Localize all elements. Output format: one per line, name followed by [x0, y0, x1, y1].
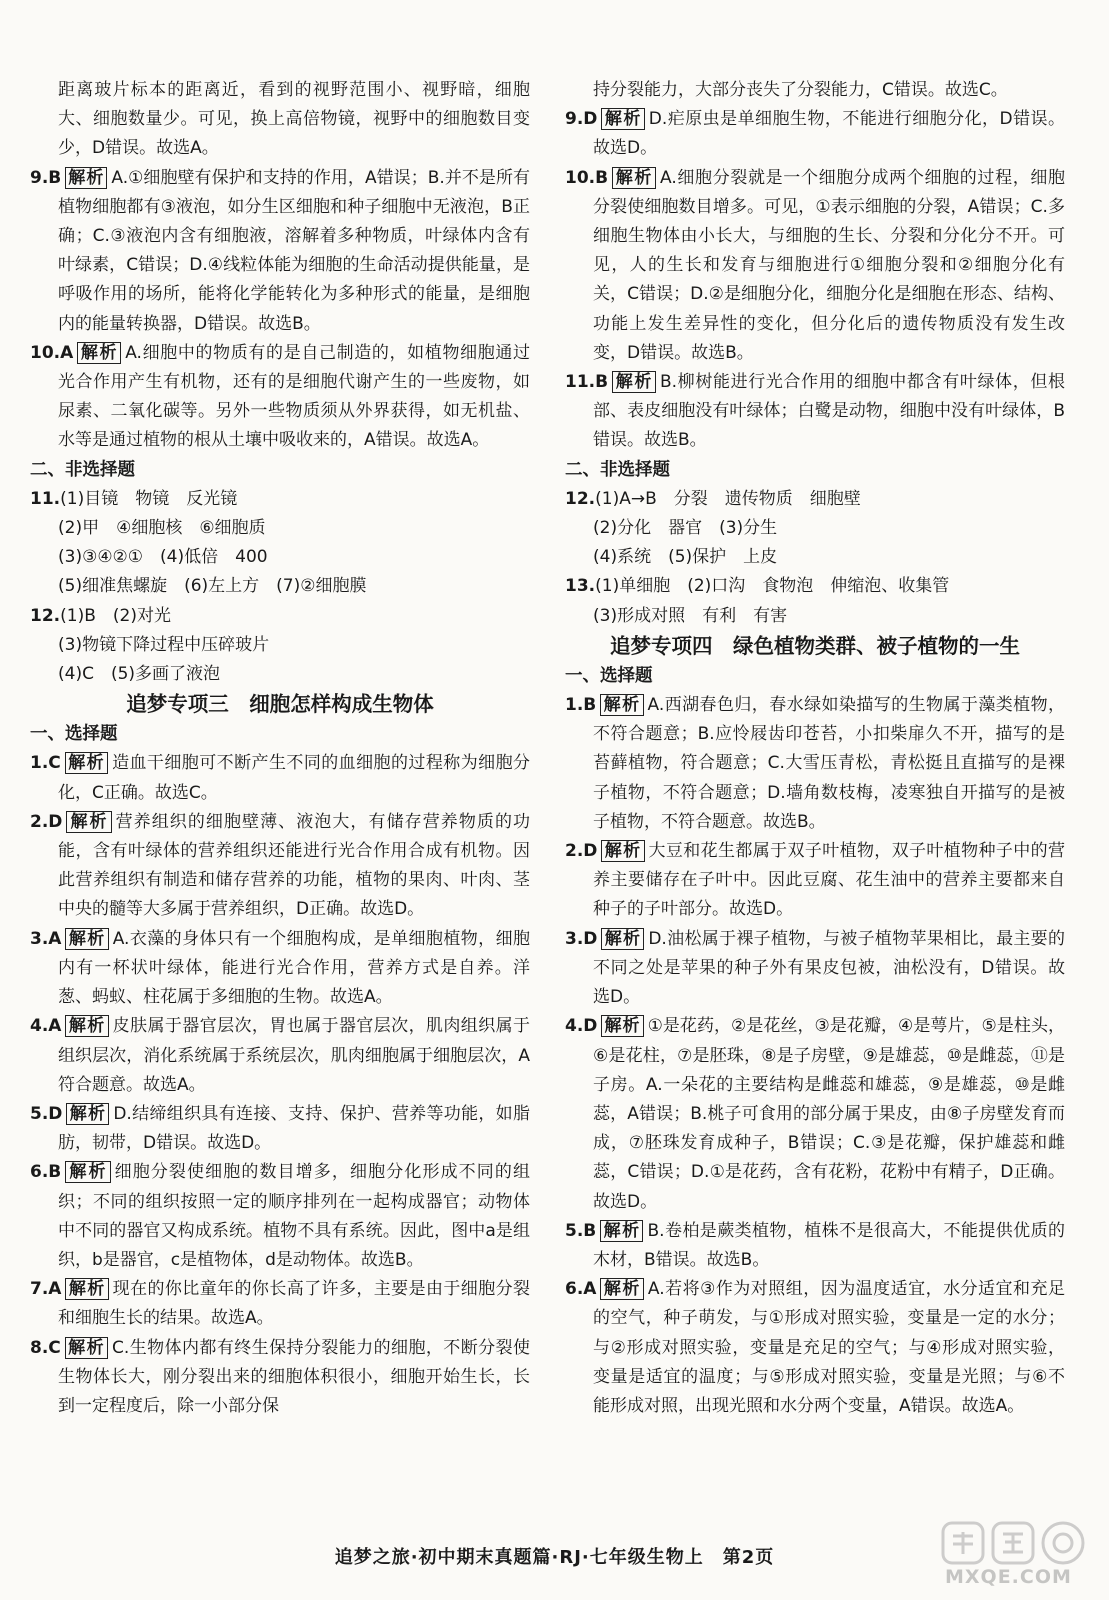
- fill-answer-text: (2)分化 器官 (3)分生: [593, 518, 778, 539]
- fill-answer-line: [30, 631, 530, 660]
- left-fill-list: [30, 485, 530, 689]
- answer-text: D.疟原虫是单细胞生物，不能进行细胞分化，D错误。故选D。: [593, 109, 1065, 159]
- answer-number: 3.D: [565, 928, 598, 949]
- fill-answer-line: [30, 514, 530, 543]
- right-answer-list-2: [565, 691, 1065, 1421]
- watermark-url: MXQE.COM: [945, 1566, 1072, 1588]
- analysis-tag: 解析: [612, 371, 656, 393]
- fill-answer-line: [30, 485, 530, 514]
- analysis-tag: 解析: [600, 1278, 643, 1300]
- answer-item: [565, 837, 1065, 925]
- analysis-tag: 解析: [66, 811, 111, 833]
- answer-number: 11.: [30, 488, 61, 509]
- answer-text: 皮肤属于器官层次，胃也属于器官层次，肌肉组织属于组织层次，消化系统属于系统层次，肌肉细胞属于细胞层次，A符合题意。故选A。: [58, 1016, 531, 1095]
- answer-text: 营养组织的细胞壁薄、液泡大，有储存营养物质的功能，含有叶绿体的营养组织还能进行光合作用合成有机物。因此营养组织有制造和储存营养的功能，植物的果肉、叶肉、茎中央的髓等大多属于营养组织，D正确。故选D。: [58, 811, 531, 920]
- fill-answer-text: (3)物镜下降过程中压碎玻片: [58, 634, 270, 655]
- answer-item: [565, 164, 1065, 368]
- analysis-tag: 解析: [601, 840, 644, 862]
- section-heading-three: 追梦专项三 细胞怎样构成生物体: [126, 692, 434, 717]
- answer-number: 9.D: [565, 109, 598, 130]
- fill-answer-text: (1)单细胞 (2)口沟 食物泡 伸缩泡、收集管: [595, 576, 950, 597]
- answer-item: [30, 1012, 530, 1100]
- left-answer-list-2: [30, 749, 530, 1421]
- answer-number: 4.A: [30, 1016, 62, 1037]
- right-answer-list-1: [565, 105, 1065, 455]
- section-heading-four: 追梦专项四 绿色植物类群、被子植物的一生: [610, 633, 1020, 658]
- fill-answer-line: [30, 602, 530, 631]
- analysis-tag: 解析: [601, 1015, 643, 1037]
- answer-number: 5.B: [565, 1220, 597, 1241]
- answer-item: [565, 105, 1065, 163]
- answer-text: C.生物体内都有终生保持分裂能力的细胞，不断分裂使生物体长大，刚分裂出来的细胞体积很小，细胞开始生长，长到一定程度后，除一小部分保: [58, 1337, 530, 1416]
- answer-item: [30, 339, 530, 456]
- answer-text: A.细胞中的物质有的是自己制造的，如植物细胞通过光合作用产生有机物，还有的是细胞代谢产生的一些废物，如尿素、二氧化碳等。另外一些物质须从外界获得，如无机盐、水等是通过植物的根从土壤中吸收来的，A错误。故选A。: [58, 342, 531, 451]
- analysis-tag: 解析: [65, 1337, 108, 1359]
- answer-item: [565, 1275, 1065, 1421]
- answer-text: A.衣藻的身体只有一个细胞构成，是单细胞植物，细胞内有一杯状叶绿体，能进行光合作用，营养方式是自养。洋葱、蚂蚁、柱花属于多细胞的生物。故选A。: [58, 928, 531, 1008]
- answer-text: 细胞分裂使细胞的数目增多，细胞分化形成不同的组织；不同的组织按照一定的顺序排列在一起构成器官；动物体中不同的器官又构成系统。植物不具有系统。因此，图中a是组织，b是器官，c是植物体，d是动物体。故选B。: [58, 1162, 531, 1270]
- watermark-logo-icon: [941, 1520, 1091, 1566]
- answer-number: 13.: [565, 576, 596, 597]
- analysis-tag: 解析: [600, 1220, 643, 1242]
- section-title-choice: 一、选择题: [565, 665, 653, 686]
- answer-number: 1.C: [30, 753, 61, 774]
- right-fill-list: [565, 485, 1065, 631]
- fill-answer-text: (4)系统 (5)保护 上皮: [593, 547, 778, 568]
- answer-item: [30, 749, 530, 807]
- answer-item: [565, 1012, 1065, 1216]
- answer-text: A.若将③作为对照组，因为温度适宜，水分适宜和充足的空气，种子萌发，与①形成对照实验，变量是一定的水分；与②形成对照实验，变量是充足的空气；与④形成对照实验，变量是适宜的温度；与⑤形成对照实验，变量是光照；与⑥不能形成对照，出现光照和水分两个变量，A错误。故选A。: [593, 1279, 1065, 1416]
- answer-number: 12.: [565, 488, 596, 509]
- answer-text: D.油松属于裸子植物，与被子植物苹果相比，最主要的不同之处是苹果的种子外有果皮包被，油松没有，D错误。故选D。: [593, 928, 1065, 1008]
- answer-text: A.①细胞壁有保护和支持的作用，A错误；B.并不是所有植物细胞都有③液泡，如分生区细胞和种子细胞中无液泡，B正确；C.③液泡内含有细胞液，溶解着多种物质，叶绿体内含有叶绿素，C错误；D.④线粒体能为细胞的生命活动提供能量，是呼吸作用的场所，能将化学能转化为多种形式的能量，是细胞内的能量转换器，D错误。故选B。: [58, 167, 530, 334]
- analysis-tag: 解析: [65, 1161, 110, 1183]
- analysis-tag: 解析: [600, 694, 643, 716]
- answer-text: B.柳树能进行光合作用的细胞中都含有叶绿体，但根部、表皮细胞没有叶绿体；白鹭是动物，细胞中没有叶绿体，B错误。故选B。: [593, 372, 1065, 451]
- answer-item: [30, 1334, 530, 1422]
- analysis-tag: 解析: [65, 1278, 108, 1300]
- answer-number: 8.C: [30, 1337, 61, 1358]
- answer-text: 大豆和花生都属于双子叶植物，双子叶植物种子中的营养主要储存在子叶中。因此豆腐、花生油中的营养主要都来自种子的子叶部分。故选D。: [593, 841, 1066, 920]
- answer-item: [565, 691, 1065, 837]
- answer-item: [30, 808, 530, 925]
- answer-text: 造血干细胞可不断产生不同的血细胞的过程称为细胞分化，C正确。故选C。: [58, 753, 530, 803]
- fill-answer-line: [30, 572, 530, 601]
- fill-answer-line: [30, 660, 530, 689]
- page-footer: 追梦之旅·初中期末真题篇·RJ·七年级生物上 第2页: [334, 1547, 775, 1568]
- fill-answer-line: [565, 572, 1065, 601]
- analysis-tag: 解析: [65, 1015, 108, 1037]
- answer-item: [565, 1217, 1065, 1275]
- right-column: [565, 76, 1065, 1421]
- answer-number: 3.A: [30, 928, 62, 949]
- fill-answer-text: (1)B (2)对光: [60, 605, 171, 626]
- answer-number: 6.A: [565, 1279, 597, 1300]
- analysis-tag: 解析: [66, 1103, 109, 1125]
- answer-text: B.卷柏是蕨类植物，植株不是很高大，不能提供优质的木材，B错误。故选B。: [593, 1220, 1065, 1270]
- answer-number: 7.A: [30, 1279, 62, 1300]
- fill-answer-text: (3)③④②① (4)低倍 400: [58, 547, 268, 568]
- analysis-tag: 解析: [601, 928, 644, 950]
- answer-item: [565, 368, 1065, 456]
- left-answer-list-1: [30, 164, 530, 456]
- answer-text: ①是花药，②是花丝，③是花瓣，④是萼片，⑤是柱头，⑥是花柱，⑦是胚珠，⑧是子房壁，⑨是雄蕊，⑩是雌蕊，⑪是子房。A.一朵花的主要结构是雌蕊和雄蕊，⑨是雄蕊，⑩是雌蕊，A错误；B.桃子可食用的部分属于果皮，由⑧子房壁发育而成，⑦胚珠发育成种子，B错误；C.③是花瓣，保护雄蕊和雌蕊，C错误；D.①是花药，含有花粉，花粉中有精子，D正确。故选D。: [593, 1016, 1065, 1212]
- fill-answer-text: (1)A→B 分裂 遗传物质 细胞壁: [595, 488, 861, 509]
- answer-text: 现在的你比童年的你长高了许多，主要是由于细胞分裂和细胞生长的结果。故选A。: [58, 1279, 531, 1329]
- analysis-tag: 解析: [77, 342, 121, 364]
- answer-item: [565, 925, 1065, 1013]
- section-title-nonchoice: 二、非选择题: [565, 459, 670, 480]
- answer-item: [30, 1100, 530, 1158]
- answer-number: 2.D: [30, 811, 63, 832]
- analysis-tag: 解析: [65, 752, 108, 774]
- fill-answer-text: (4)C (5)多画了液泡: [58, 664, 221, 685]
- analysis-tag: 解析: [65, 928, 108, 950]
- section-title-choice: 一、选择题: [30, 724, 118, 745]
- fill-answer-line: [565, 485, 1065, 514]
- answer-text: D.结缔组织具有连接、支持、保护、营养等功能，如脂肪，韧带，D错误。故选D。: [58, 1103, 530, 1154]
- answer-item: [30, 1158, 530, 1275]
- answer-number: 10.A: [30, 342, 74, 363]
- answer-text: A.西湖春色归，春水绿如染描写的生物属于藻类植物，不符合题意；B.应怜屐齿印苍苔，小扣柴扉久不开，描写的是苔藓植物，符合题意；C.大雪压青松，青松挺且直描写的是裸子植物，不符合题意；D.墙角数枝梅，凌寒独自开描写的是被子植物，不符合题意。故选B。: [593, 695, 1066, 832]
- answer-number: 1.B: [565, 695, 597, 716]
- section-title-nonchoice: 二、非选择题: [30, 459, 135, 480]
- continued-text: 距离玻片标本的距离近，看到的视野范围小、视野暗，细胞大、细胞数量少。可见，换上高倍物镜，视野中的细胞数目变少，D错误。故选A。: [58, 80, 530, 159]
- fill-answer-text: (2)甲 ④细胞核 ⑥细胞质: [58, 518, 266, 539]
- answer-item: [30, 925, 530, 1013]
- analysis-tag: 解析: [612, 167, 656, 189]
- fill-answer-line: [565, 514, 1065, 543]
- answer-number: 2.D: [565, 841, 598, 862]
- answer-text: A.细胞分裂就是一个细胞分成两个细胞的过程，细胞分裂使细胞数目增多。可见，①表示细胞的分裂，A错误；C.多细胞生物体由小长大，与细胞的生长、分裂和分化分不开。可见，人的生长和发育与细胞进行①细胞分裂和②细胞分化有关，C错误；D.②是细胞分化，细胞分化是细胞在形态、结构、功能上发生差异性的变化，但分化后的遗传物质没有发生改变，D错误。故选B。: [593, 167, 1066, 363]
- answer-number: 12.: [30, 605, 61, 626]
- left-column: [30, 76, 530, 1421]
- answer-number: 11.B: [565, 372, 609, 393]
- fill-answer-text: (3)形成对照 有利 有害: [593, 605, 788, 626]
- analysis-tag: 解析: [65, 167, 107, 189]
- answer-number: 10.B: [565, 167, 609, 188]
- watermark-logo: [941, 1520, 1091, 1592]
- answer-number: 9.B: [30, 167, 62, 188]
- answer-item: [30, 1275, 530, 1333]
- continued-text: 持分裂能力，大部分丧失了分裂能力，C错误。故选C。: [593, 80, 1008, 100]
- fill-answer-line: [565, 602, 1065, 631]
- answer-number: 4.D: [565, 1016, 598, 1037]
- fill-answer-text: (1)目镜 物镜 反光镜: [60, 488, 238, 509]
- fill-answer-line: [565, 543, 1065, 572]
- answer-item: [30, 164, 530, 339]
- answer-number: 5.D: [30, 1103, 63, 1124]
- fill-answer-line: [30, 543, 530, 572]
- fill-answer-text: (5)细准焦螺旋 (6)左上方 (7)②细胞膜: [58, 576, 367, 597]
- analysis-tag: 解析: [601, 108, 644, 130]
- answer-number: 6.B: [30, 1162, 62, 1183]
